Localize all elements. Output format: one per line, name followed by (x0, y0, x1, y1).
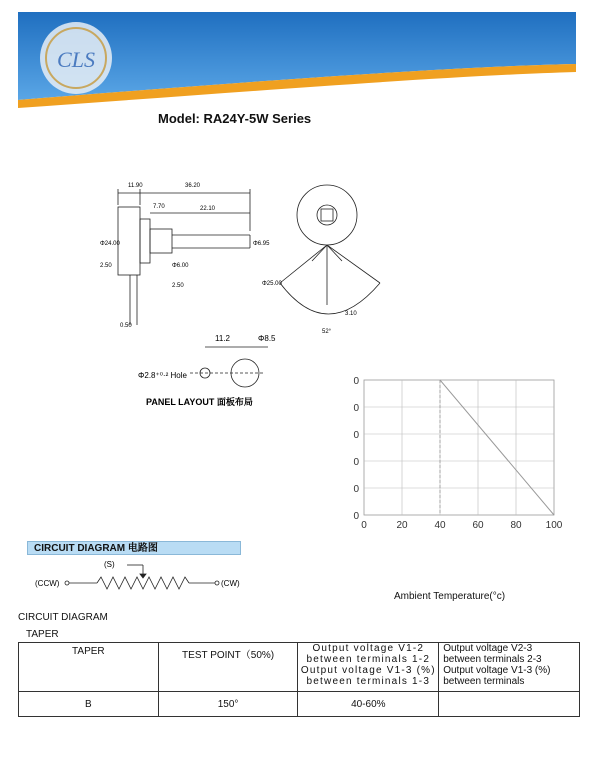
header-line: between terminals (443, 676, 525, 687)
table-cell (439, 692, 580, 717)
y-tick-label: 0 (353, 376, 359, 387)
header-line: between terminals 1-3 (306, 676, 431, 687)
page-title: Model: RA24Y-5W Series (158, 111, 312, 126)
derating-chart (350, 370, 570, 535)
dim-label: 36.20 (185, 183, 201, 189)
dim-label: Φ24.00 (100, 241, 120, 247)
dim-label: 11.2 (215, 334, 230, 343)
x-tick-label: 60 (472, 520, 484, 531)
header-band (18, 12, 576, 108)
chart-grid (364, 380, 554, 515)
series-line (440, 380, 554, 515)
table-header: TEST POINT（50%) (158, 643, 298, 692)
ccw-label: (CCW) (35, 579, 60, 588)
header-line: Output voltage V1-2 (312, 643, 425, 654)
y-tick-label: 0 (353, 457, 359, 468)
dim-label: 0.50 (120, 323, 132, 329)
logo-text: CLS (57, 47, 95, 72)
y-tick-label: 0 (353, 403, 359, 414)
dim-label: Φ6.00 (172, 263, 189, 269)
table-header-row (19, 643, 580, 692)
s-label: (S) (104, 560, 115, 569)
chart-frame (364, 380, 554, 515)
table-cell: 40-60% (298, 692, 439, 717)
dim-label: Φ25.00 (262, 281, 282, 287)
header-line: Output voltage V2-3 (443, 643, 533, 654)
x-tick-label: 40 (434, 520, 446, 531)
x-tick-label: 100 (545, 520, 563, 531)
taper-label: TAPER (26, 629, 59, 640)
header-line: Output voltage V1-3 (%) (300, 665, 436, 676)
dim-label: 7.70 (153, 204, 165, 210)
x-tick-label: 20 (396, 520, 408, 531)
table-header (298, 643, 439, 692)
header-line: between terminals 1-2 (306, 654, 431, 665)
dim-label: 52° (322, 329, 332, 335)
panel-layout-label: PANEL LAYOUT 面板布局 (146, 397, 253, 407)
dim-label: 2.50 (100, 263, 112, 269)
y-tick-label: 0 (353, 511, 359, 522)
table-cell: B (19, 692, 159, 717)
dim-label: Φ8.5 (258, 334, 276, 343)
company-logo (40, 22, 112, 94)
table-row (19, 692, 580, 717)
table-cell: 150° (158, 692, 298, 717)
circuit-diagram-header: CIRCUIT DIAGRAM 电路图 (27, 541, 241, 555)
circuit-diagram (27, 557, 257, 593)
x-tick-label: 0 (361, 520, 367, 531)
section-title: CIRCUIT DIAGRAM (18, 612, 108, 623)
dim-label: Φ6.95 (253, 241, 270, 247)
dim-label: 11.90 (128, 183, 143, 189)
taper-table (18, 642, 580, 717)
dim-label: 22.10 (200, 206, 216, 212)
y-tick-label: 0 (353, 430, 359, 441)
dim-label: 2.50 (172, 283, 184, 289)
dim-label: 3.10 (345, 311, 357, 317)
table-header: TAPER (19, 643, 159, 692)
y-tick-label: 0 (353, 484, 359, 495)
header-line: between terminals 2-3 (443, 654, 542, 665)
table-header (439, 643, 580, 692)
resistor-icon (97, 577, 189, 589)
chart-xlabel: Ambient Temperature(°c) (394, 591, 506, 602)
cw-label: (CW) (221, 579, 240, 588)
x-tick-label: 80 (510, 520, 522, 531)
hole-label: Φ2.8⁺⁰·² Hole (138, 371, 187, 380)
header-line: Output voltage V1-3 (%) (443, 665, 551, 676)
